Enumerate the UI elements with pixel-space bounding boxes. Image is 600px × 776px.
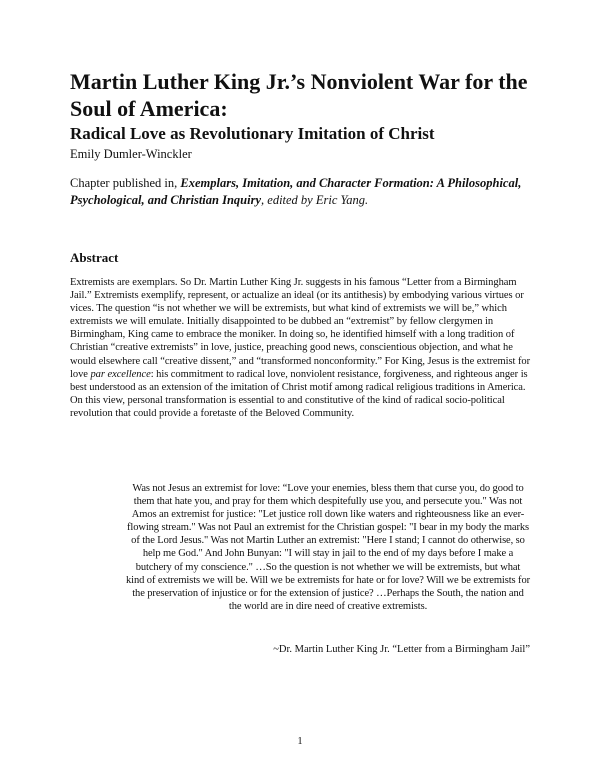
epigraph-attribution: ~Dr. Martin Luther King Jr. “Letter from a Birmingham Jail”: [273, 644, 530, 655]
abstract-text-part2: : his commitment to radical love, nonviolent resistance, forgiveness, and righteous anger is best understood as an extension of the imitation of Christ motif among radical religious traditions in America. On this view, personal transformation is essential to and constitutive of the kind of radical socio-political revolution that could provide a foretaste of the Beloved Community.: [70, 368, 528, 419]
document-subtitle: Radical Love as Revolutionary Imitation of Christ: [70, 124, 435, 143]
author-name: Emily Dumler-Winckler: [70, 147, 192, 161]
abstract-italic-phrase: par excellence: [90, 368, 151, 380]
publication-note: [70, 175, 540, 209]
page-number: 1: [297, 736, 303, 747]
epigraph-quote: Was not Jesus an extremist for love: “Love your enemies, bless them that curse you, do good to them that hate you, and pray for them which despitefully use you, and persecute you." Was not Amos an extremist for justice: "Let justice roll down like waters and righteousness like an ever-flowing stream." Was not Paul an extremist for the Christian gospel: "I bear in my body the marks of the Lord Jesus." Was not Martin Luther an extremist: "Here I stand; I cannot do otherwise, so help me God." And John Bunyan: "I will stay in jail to the end of my days before I make a butchery of my conscience." …So the question is not whether we will be extremists, but what kind of extremists we will be. Will we be extremists for hate or for love? Will we be extremists for the preservation of injustice or for the extension of justice? …Perhaps the South, the nation and the world are in dire need of creative extremists.: [126, 483, 530, 612]
editor-note: , edited by Eric Yang.: [261, 193, 369, 207]
document-title: Martin Luther King Jr.’s Nonviolent War for the Soul of America:: [70, 69, 528, 121]
book-title: Exemplars, Imitation, and Character Formation: A Philosophical, Psychological, and Christian Inquiry: [70, 176, 522, 207]
publication-prefix: Chapter published in,: [70, 176, 178, 190]
abstract-body: [70, 276, 538, 420]
abstract-text-part1: Extremists are exemplars. So Dr. Martin Luther King Jr. suggests in his famous “Letter from a Birmingham Jail.” Extremists exemplify, represent, or actualize an ideal (or its antithesis) by embodying various virtues or vices. The question “is not whether we will be extremists, but what kind of extremists we will be,” which extremists we will emulate. Initially disappointed to be dubbed an “extremist” by fellow clergymen in Birmingham, King came to embrace the moniker. In doing so, he identified himself with a long tradition of Christian “creative extremists” in love, justice, preaching good news, conscientious objection, and what he would elsewhere call “creative dissent,” and “transformed nonconformity.” For King, Jesus is the extremist for love: [70, 277, 531, 380]
abstract-heading: Abstract: [70, 250, 119, 265]
